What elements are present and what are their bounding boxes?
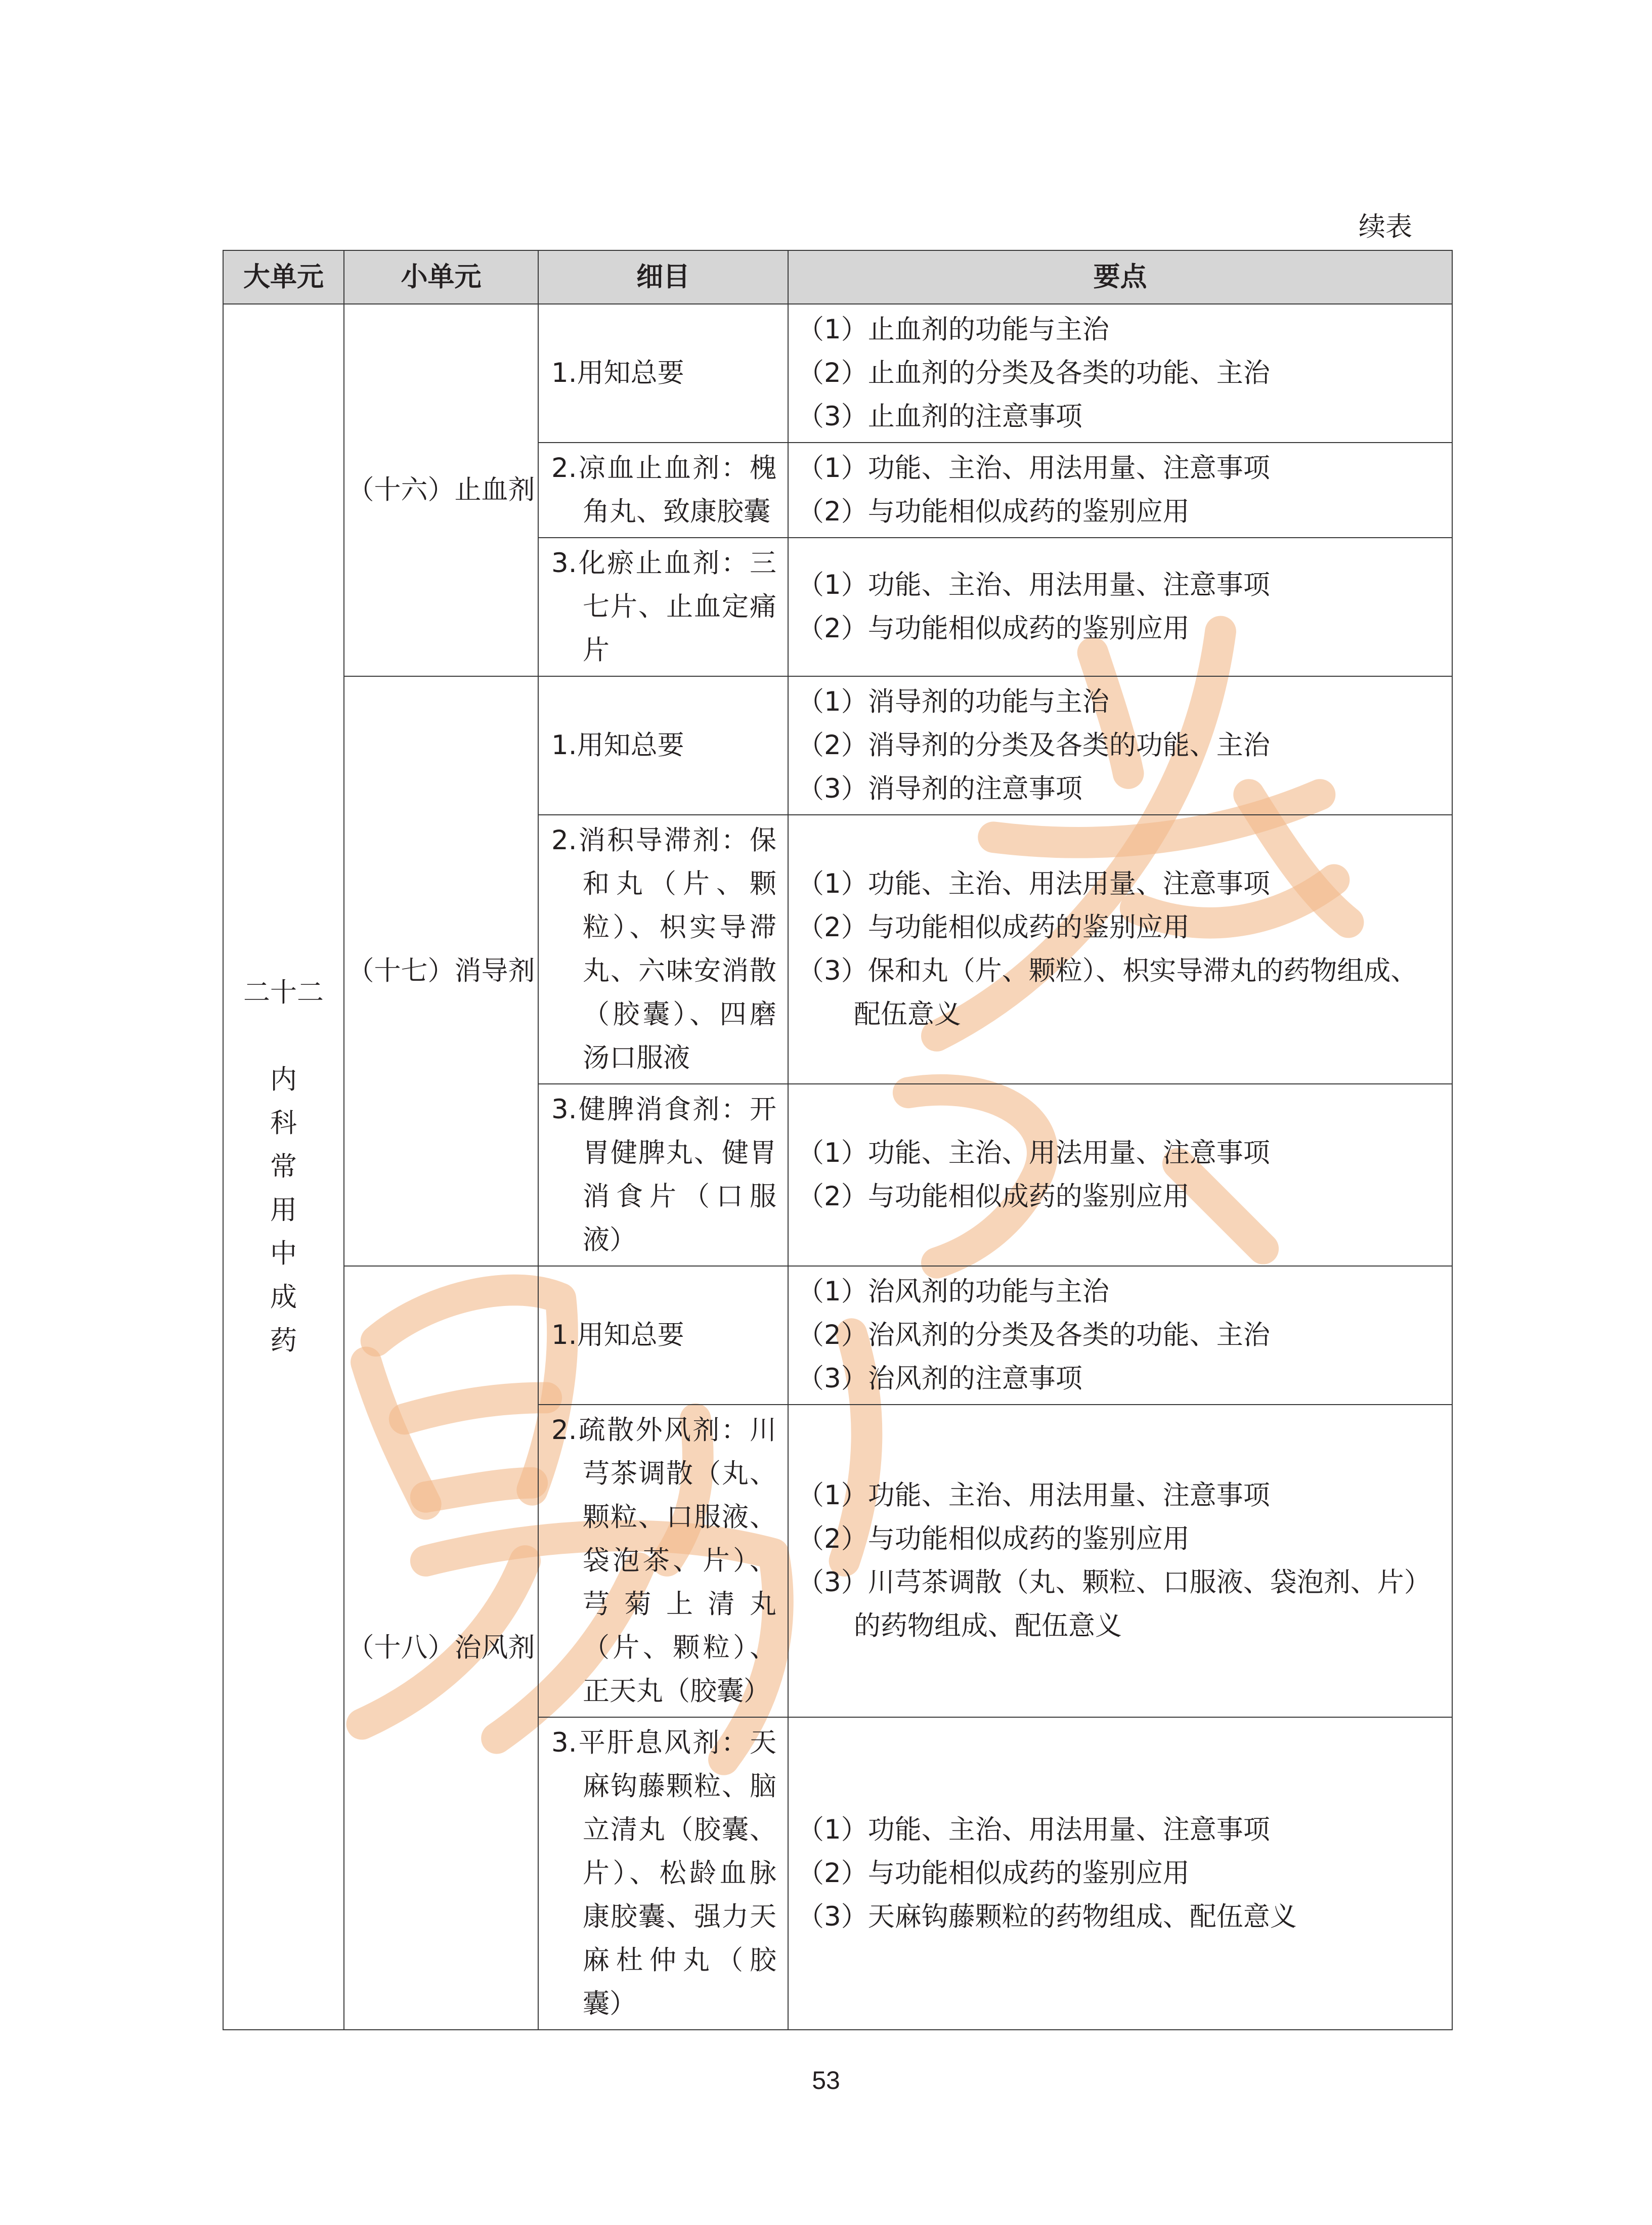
detail-cell <box>538 1405 788 1717</box>
key-point-item: （1）消导剂的功能与主治 <box>797 686 1109 717</box>
page-number: 53 <box>812 2066 840 2095</box>
minor-unit-cell <box>344 1266 538 2030</box>
key-point-item: （1）功能、主治、用法用量、注意事项 <box>797 1814 1270 1845</box>
minor-unit-label: （十七）消导剂 <box>347 955 535 986</box>
detail-cell <box>538 304 788 443</box>
key-points-cell <box>788 304 1452 443</box>
key-points-cell <box>788 815 1452 1084</box>
key-points-cell <box>788 1084 1452 1266</box>
detail-cell <box>538 1084 788 1266</box>
header-detail: 细目 <box>538 250 788 304</box>
key-point-item: （3）保和丸（片、颗粒）、枳实导滞丸的药物组成、配伍意义 <box>797 955 1418 1030</box>
key-point-item: （1）功能、主治、用法用量、注意事项 <box>797 868 1270 899</box>
minor-unit-label: （十六）止血剂 <box>347 474 535 505</box>
key-point-item: （3）川芎茶调散（丸、颗粒、口服液、袋泡剂、片）的药物组成、配伍意义 <box>797 1567 1431 1641</box>
syllabus-table <box>223 250 1453 2030</box>
detail-text: 1.用知总要 <box>551 358 684 388</box>
major-unit-spacer <box>224 1015 343 1058</box>
key-point-item: （2）治风剂的分类及各类的功能、主治 <box>797 1320 1270 1350</box>
table-row <box>223 304 1452 443</box>
key-point-item: （1）治风剂的功能与主治 <box>797 1276 1109 1307</box>
detail-cell <box>538 1266 788 1405</box>
minor-unit-cell <box>344 676 538 1266</box>
key-point-item: （2）与功能相似成药的鉴别应用 <box>797 613 1190 644</box>
key-point-item: （2）与功能相似成药的鉴别应用 <box>797 1181 1190 1212</box>
key-points-cell <box>788 1405 1452 1717</box>
key-points-cell <box>788 676 1452 815</box>
detail-text: 3.化瘀止血剂：三七片、止血定痛片 <box>551 548 776 666</box>
detail-text: 2.凉血止血剂：槐角丸、致康胶囊 <box>551 453 776 527</box>
key-points-cell <box>788 443 1452 538</box>
header-key-points: 要点 <box>788 250 1452 304</box>
key-point-item: （2）止血剂的分类及各类的功能、主治 <box>797 358 1270 388</box>
table-row <box>223 1266 1452 1405</box>
key-point-item: （3）止血剂的注意事项 <box>797 401 1082 432</box>
detail-text: 3.健脾消食剂：开胃健脾丸、健胃消食片（口服液） <box>551 1094 776 1255</box>
key-point-item: （2）与功能相似成药的鉴别应用 <box>797 1858 1190 1889</box>
table-row <box>223 676 1452 815</box>
detail-text: 1.用知总要 <box>551 1320 684 1350</box>
major-unit-title: 内科常用中成药 <box>270 1064 297 1356</box>
table-header <box>223 250 1452 304</box>
key-points-cell <box>788 538 1452 676</box>
key-point-item: （3）治风剂的注意事项 <box>797 1363 1082 1394</box>
detail-cell <box>538 538 788 676</box>
syllabus-body <box>223 304 1452 2030</box>
key-point-item: （2）与功能相似成药的鉴别应用 <box>797 912 1190 943</box>
header-minor-unit: 小单元 <box>344 250 538 304</box>
detail-text: 1.用知总要 <box>551 730 684 761</box>
key-point-item: （1）止血剂的功能与主治 <box>797 314 1109 345</box>
key-point-item: （1）功能、主治、用法用量、注意事项 <box>797 1480 1270 1511</box>
detail-cell <box>538 676 788 815</box>
major-unit-cell <box>223 304 344 2030</box>
detail-text: 2.疏散外风剂：川芎茶调散（丸、颗粒、口服液、袋泡茶、片）、芎菊上清丸（片、颗粒）、正天丸（胶囊） <box>551 1415 776 1707</box>
major-unit-number: 二十二 <box>243 977 324 1008</box>
detail-text: 3.平肝息风剂：天麻钩藤颗粒、脑立清丸（胶囊、片）、松龄血脉康胶囊、强力天麻杜仲丸（胶囊） <box>551 1727 776 2019</box>
key-point-item: （1）功能、主治、用法用量、注意事项 <box>797 1138 1270 1168</box>
key-points-cell <box>788 1717 1452 2030</box>
key-points-cell <box>788 1266 1452 1405</box>
key-point-item: （3）天麻钩藤颗粒的药物组成、配伍意义 <box>797 1901 1297 1932</box>
header-row <box>223 250 1452 304</box>
key-point-item: （1）功能、主治、用法用量、注意事项 <box>797 570 1270 600</box>
key-point-item: （1）功能、主治、用法用量、注意事项 <box>797 453 1270 484</box>
key-point-item: （3）消导剂的注意事项 <box>797 773 1082 804</box>
detail-cell <box>538 443 788 538</box>
header-major-unit: 大单元 <box>223 250 344 304</box>
continued-table-label: 续表 <box>1359 211 1412 242</box>
key-point-item: （2）与功能相似成药的鉴别应用 <box>797 496 1190 527</box>
minor-unit-cell <box>344 304 538 676</box>
minor-unit-label: （十八）治风剂 <box>347 1632 535 1663</box>
key-point-item: （2）消导剂的分类及各类的功能、主治 <box>797 730 1270 761</box>
detail-text: 2.消积导滞剂：保和丸（片、颗粒）、枳实导滞丸、六味安消散（胶囊）、四磨汤口服液 <box>551 825 776 1073</box>
detail-cell <box>538 1717 788 2030</box>
key-point-item: （2）与功能相似成药的鉴别应用 <box>797 1523 1190 1554</box>
detail-cell <box>538 815 788 1084</box>
